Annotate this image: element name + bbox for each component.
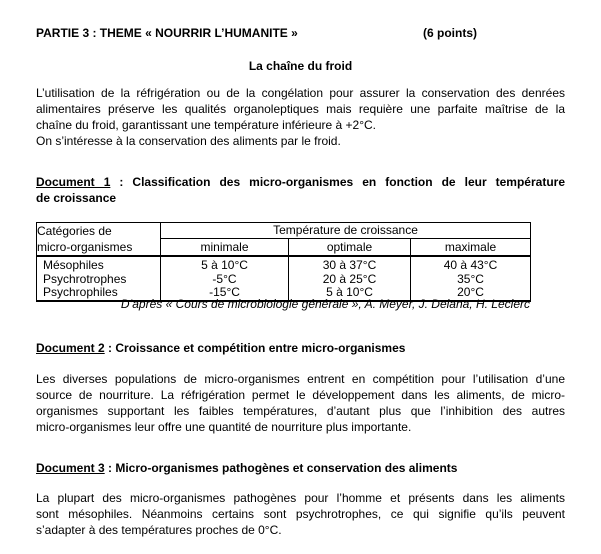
cell-optimale: 20 à 25°C [289, 273, 411, 287]
doc3-paragraph [36, 490, 565, 538]
doc3-heading [36, 460, 565, 476]
cell-optimale: 30 à 37°C [289, 256, 411, 273]
cell-maximale: 20°C [411, 286, 531, 301]
doc2-title: : Croissance et compétition entre micro-organismes [104, 341, 406, 355]
doc1-heading-line1 [36, 174, 565, 190]
doc1-label: Document 1 [36, 175, 111, 189]
classification-table [36, 222, 531, 302]
column-header-categories-line1: Catégories de [37, 224, 112, 238]
cell-maximale: 35°C [411, 273, 531, 287]
intro-paragraph [36, 85, 565, 149]
doc2-line: micro-organismes leur offre une quantité de nourriture plus importante. [36, 420, 412, 434]
doc2-line: Les diverses populations de micro-organismes entrent en compétition pour l’utilisation d’une [36, 372, 565, 386]
cell-minimale: -15°C [161, 286, 289, 301]
cell-minimale: 5 à 10°C [161, 256, 289, 273]
intro-line: L’utilisation de la réfrigération ou de la congélation pour assurer la conservation des denrées [36, 86, 565, 100]
doc1-heading [36, 174, 565, 206]
column-header-minimale: minimale [161, 239, 289, 257]
intro-line: alimentaires préserve les qualités organoleptiques mais requière une parfaite maîtrise de la [36, 102, 565, 116]
doc3-line: sont mésophiles. Néanmoins certains sont psychrotrophes, ce qui signifie qu’ils peuvent [36, 507, 565, 521]
column-header-maximale: maximale [411, 239, 531, 257]
doc3-line: s’adapter à des températures proches de 0°C. [36, 523, 282, 537]
doc1-title: : Classification des micro-organismes en fonction de leur température [110, 175, 565, 189]
doc1-heading-line2: de croissance [36, 191, 117, 205]
table-row [37, 256, 531, 273]
table-header-row-1 [37, 223, 531, 239]
doc2-line: source de nourriture. La réfrigération permet le développement dans les aliments, de micro- [36, 388, 565, 402]
cell-category: Psychrotrophes [37, 273, 161, 287]
doc2-line: organismes supportant les faibles températures, d’autant plus que l’inhibition des autres [36, 404, 565, 418]
doc3-line: La plupart des micro-organismes pathogènes pour l’homme et présents dans les aliments [36, 491, 565, 505]
column-header-categories-line2: micro-organismes [37, 240, 133, 254]
table-source-caption: D’après « Cours de microbiologie générale », A. Meyer, J. Deiana, H. Leclerc [120, 297, 530, 311]
doc2-heading [36, 340, 565, 356]
cell-category: Psychrophiles [37, 286, 161, 301]
cell-maximale: 40 à 43°C [411, 256, 531, 273]
column-group-header-temperature: Température de croissance [161, 223, 531, 239]
page-title: La chaîne du froid [248, 59, 353, 73]
column-header-optimale: optimale [289, 239, 411, 257]
doc2-paragraph [36, 371, 565, 435]
cell-category: Mésophiles [37, 256, 161, 273]
intro-line: chaîne du froid, garantissant une température inférieure à +2°C. [36, 118, 377, 132]
part-heading: PARTIE 3 : THEME « NOURRIR L’HUMANITE » [36, 26, 298, 40]
table-row [37, 273, 531, 287]
intro-line: On s’intéresse à la conservation des aliments par le froid. [36, 134, 341, 148]
cell-optimale: 5 à 10°C [289, 286, 411, 301]
doc3-title: : Micro-organismes pathogènes et conservation des aliments [104, 461, 458, 475]
column-header-categories [37, 223, 161, 257]
points-label: (6 points) [423, 26, 477, 40]
doc2-label: Document 2 [36, 341, 105, 355]
cell-minimale: -5°C [161, 273, 289, 287]
doc3-label: Document 3 [36, 461, 105, 475]
